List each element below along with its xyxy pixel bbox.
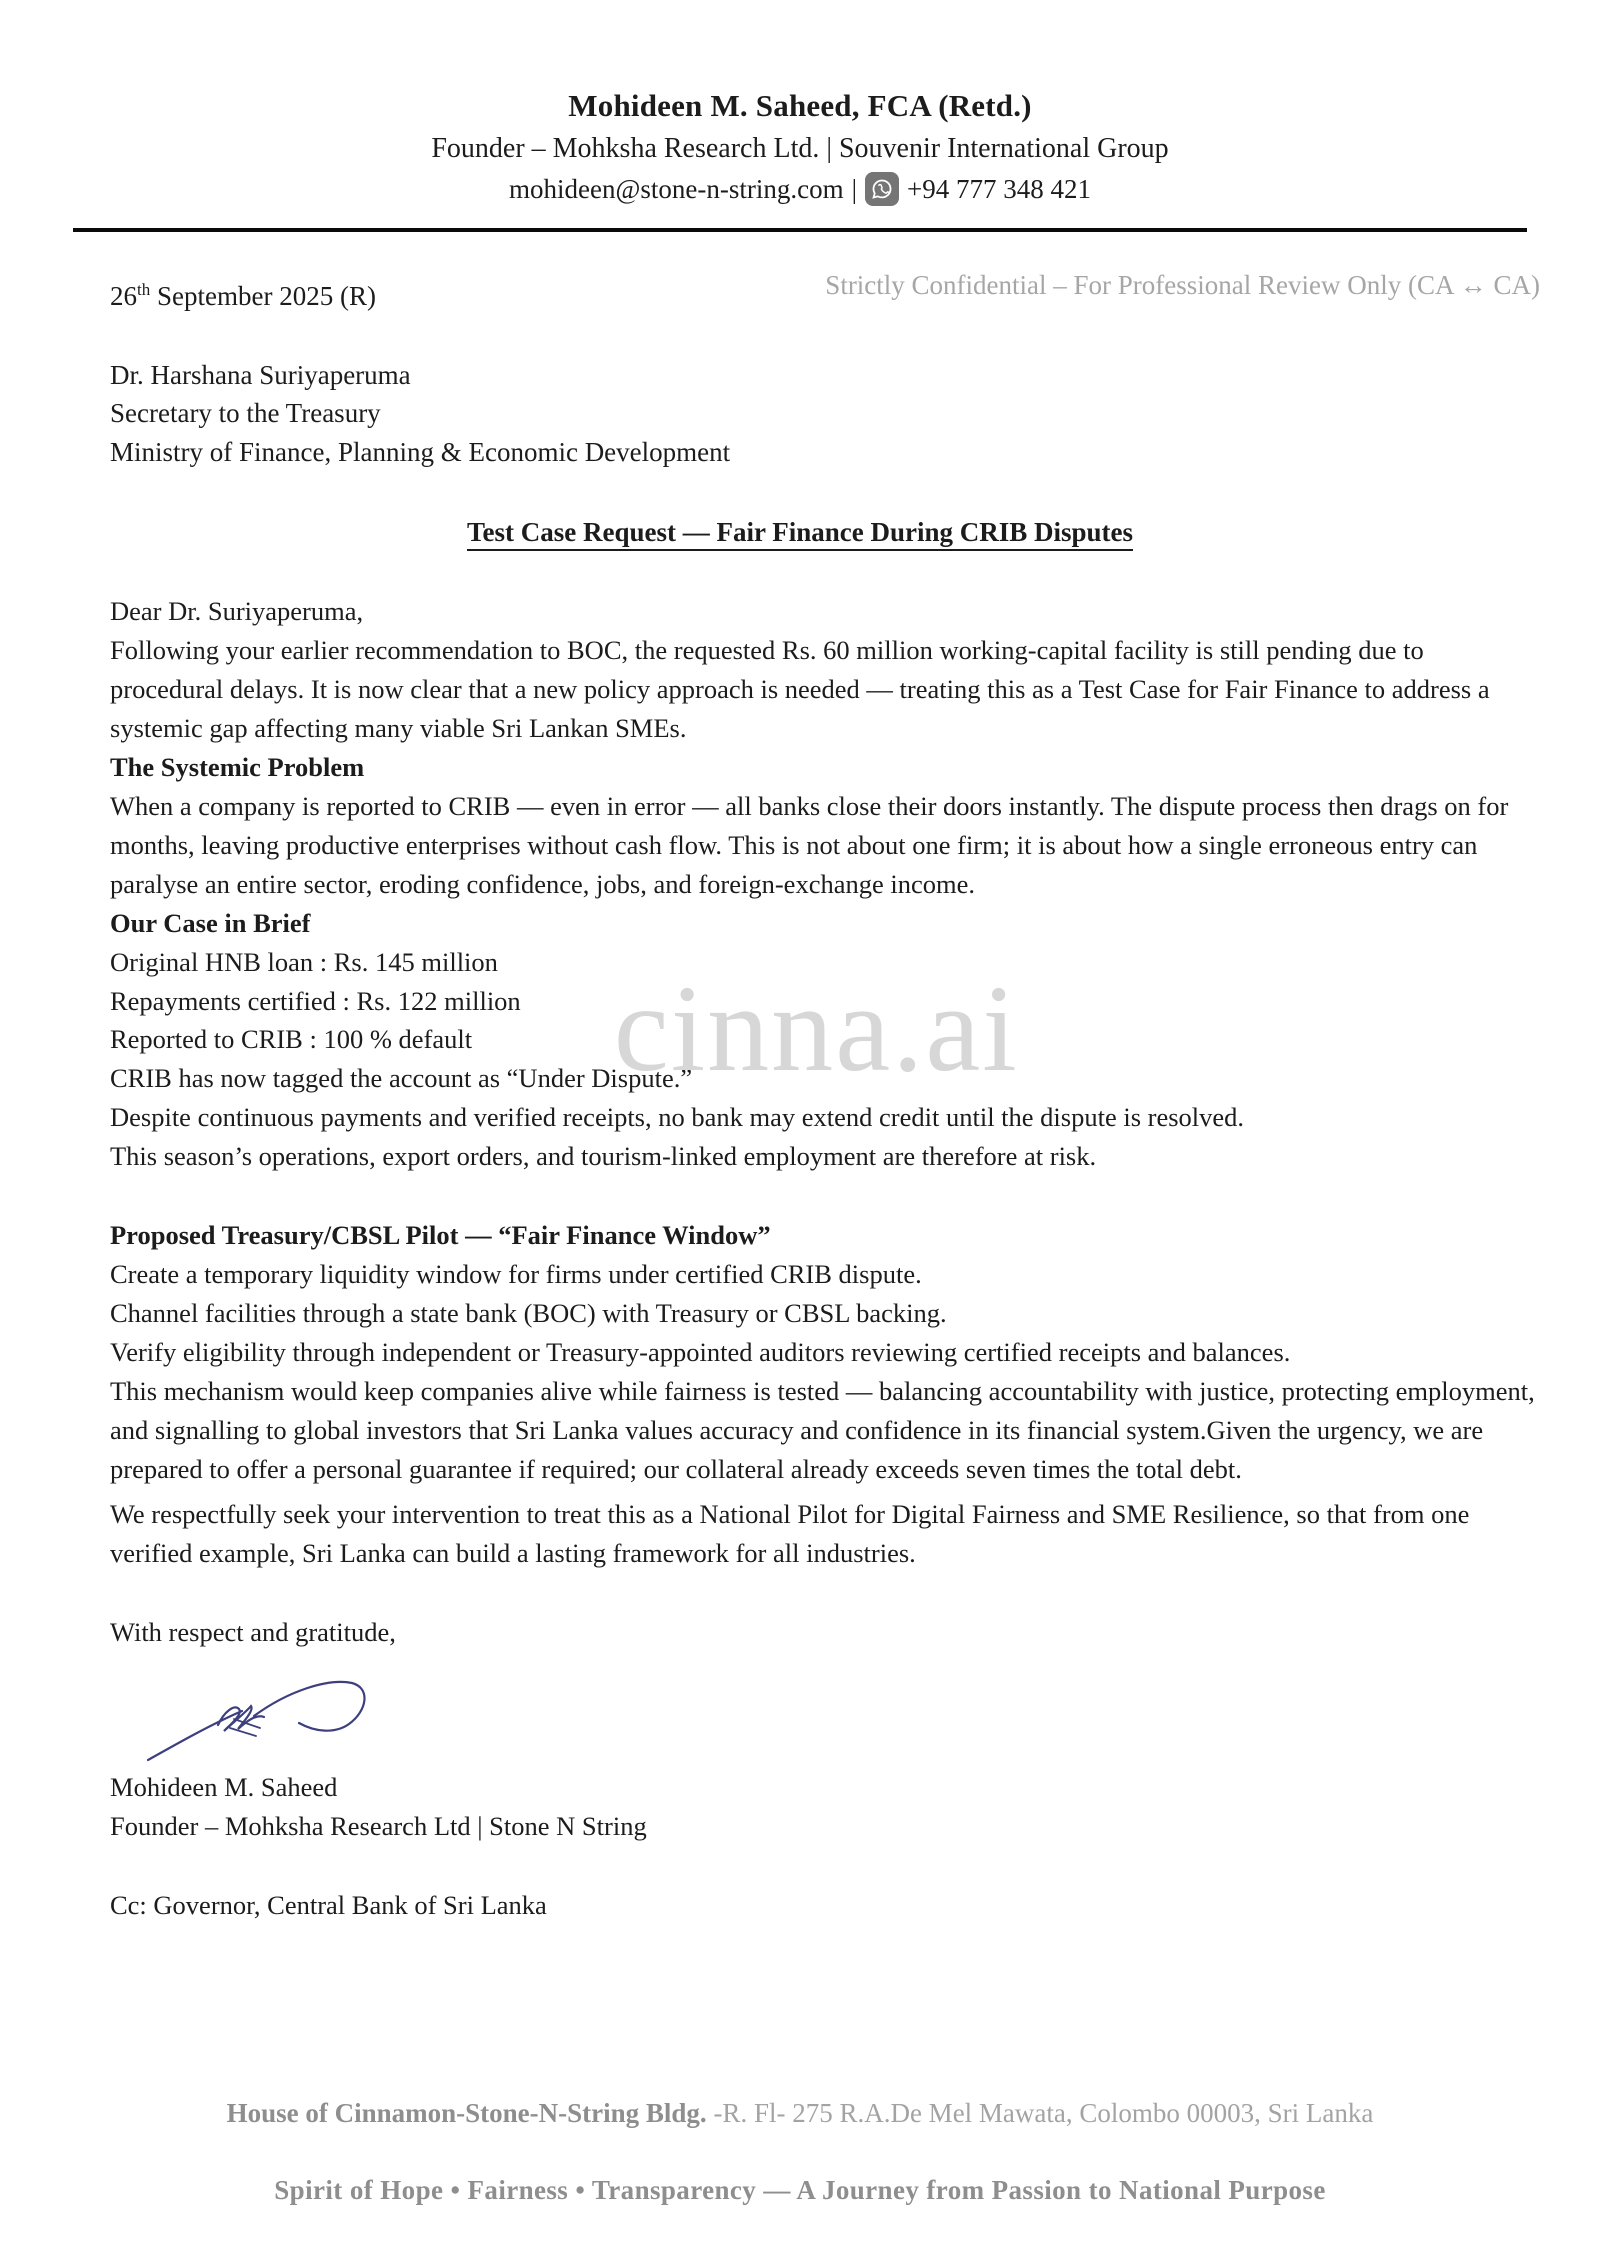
recipient-title: Secretary to the Treasury: [110, 398, 381, 429]
heading-case-in-brief: Our Case in Brief: [110, 907, 311, 938]
meta-row: [110, 270, 1540, 312]
paragraph-intro: Following your earlier recommendation to BOC, the requested Rs. 60 million working-capital facility is still pending due to procedural delays. It is now clear that a new policy approach is needed — treating this as a Test Case for Fair Finance to address a systemic gap affecting many viable Sri Lankan SMEs.: [110, 634, 1490, 743]
letter-body: [110, 592, 1542, 1925]
subject-line: Test Case Request — Fair Finance During CRIB Disputes: [467, 517, 1133, 551]
letter-date: [110, 270, 376, 312]
heading-systemic-problem: The Systemic Problem: [110, 751, 365, 782]
subject-row: [0, 517, 1600, 548]
signatory-name: Mohideen M. Saheed: [110, 1771, 338, 1802]
paragraph-at-risk: This season’s operations, export orders, and tourism-linked employment are therefore at risk.: [110, 1141, 1097, 1172]
date-ordinal-suffix: th: [137, 280, 151, 299]
letterhead: [0, 0, 1600, 232]
cc-line: Cc: Governor, Central Bank of Sri Lanka: [110, 1889, 547, 1920]
case-line: Repayments certified : Rs. 122 million: [110, 985, 521, 1016]
paragraph-liquidity-window: Create a temporary liquidity window for firms under certified CRIB dispute.: [110, 1259, 922, 1290]
confidentiality-notice: Strictly Confidential – For Professional Review Only (CA ↔ CA): [825, 270, 1540, 300]
case-line: Original HNB loan : Rs. 145 million: [110, 946, 498, 977]
letterhead-subtitle: Founder – Mohksha Research Ltd. | Souvenir International Group: [431, 133, 1169, 164]
salutation: Dear Dr. Suriyaperuma,: [110, 595, 364, 626]
recipient-block: [110, 356, 1490, 471]
footer-address-rest: -R. Fl- 275 R.A.De Mel Mawata, Colombo 00003, Sri Lanka: [706, 2098, 1374, 2128]
recipient-organization: Ministry of Finance, Planning & Economic Development: [110, 436, 731, 467]
recipient-name: Dr. Harshana Suriyaperuma: [110, 360, 411, 390]
letterhead-contact: [0, 172, 1600, 206]
footer-address: [0, 2098, 1600, 2129]
whatsapp-icon: [865, 172, 899, 206]
letter-footer: [0, 2098, 1600, 2206]
phone-text: +94 777 348 421: [906, 173, 1091, 204]
spacer: [110, 1176, 1542, 1216]
date-day: 26: [110, 281, 137, 311]
watermark-text: cinna.ai: [613, 960, 1019, 1097]
letterhead-name: Mohideen M. Saheed, FCA (Retd.): [568, 88, 1032, 123]
paragraph-verify-eligibility: Verify eligibility through independent or Treasury-appointed auditors reviewing certified receipts and balances.: [110, 1337, 1291, 1368]
footer-address-building: House of Cinnamon-Stone-N-String Bldg.: [226, 2098, 707, 2128]
case-line: Reported to CRIB : 100 % default: [110, 1024, 473, 1055]
heading-proposed-pilot: Proposed Treasury/CBSL Pilot — “Fair Finance Window”: [110, 1220, 771, 1251]
header-divider: [73, 228, 1527, 232]
paragraph-systemic-problem: When a company is reported to CRIB — even in error — all banks close their doors instantly. The dispute process then drags on for months, leaving productive enterprises without cash flow. This is not about one firm; it is about how a single erroneous entry can paralyse an entire sector, eroding confidence, jobs, and foreign-exchange income.: [110, 790, 1509, 899]
contact-separator: |: [851, 173, 857, 204]
email-text: mohideen@stone-n-string.com: [509, 173, 844, 204]
case-line: CRIB has now tagged the account as “Under Dispute.”: [110, 1063, 693, 1094]
spacer: [110, 1846, 1542, 1886]
paragraph-intervention: We respectfully seek your intervention to treat this as a National Pilot for Digital Fairness and SME Resilience, so that from one verified example, Sri Lanka can build a lasting framework for all industries.: [110, 1498, 1470, 1568]
signatory-title: Founder – Mohksha Research Ltd | Stone N String: [110, 1810, 647, 1841]
paragraph-mechanism: This mechanism would keep companies alive while fairness is tested — balancing accountability with justice, protecting employment, and signalling to global investors that Sri Lanka values accuracy and confidence in its financial system.Given the urgency, we are prepared to offer a personal guarantee if required; our collateral already exceeds seven times the total debt.: [110, 1376, 1535, 1484]
spacer: [110, 1573, 1542, 1613]
paragraph-no-credit: Despite continuous payments and verified receipts, no bank may extend credit until the dispute is resolved.: [110, 1102, 1245, 1133]
paragraph-channel-facilities: Channel facilities through a state bank (BOC) with Treasury or CBSL backing.: [110, 1298, 947, 1329]
valediction: With respect and gratitude,: [110, 1616, 396, 1647]
date-rest: September 2025 (R): [150, 281, 376, 311]
footer-tagline: Spirit of Hope • Fairness • Transparency — A Journey from Passion to National Purpose: [274, 2175, 1326, 2205]
signature-image: [138, 1662, 1542, 1766]
